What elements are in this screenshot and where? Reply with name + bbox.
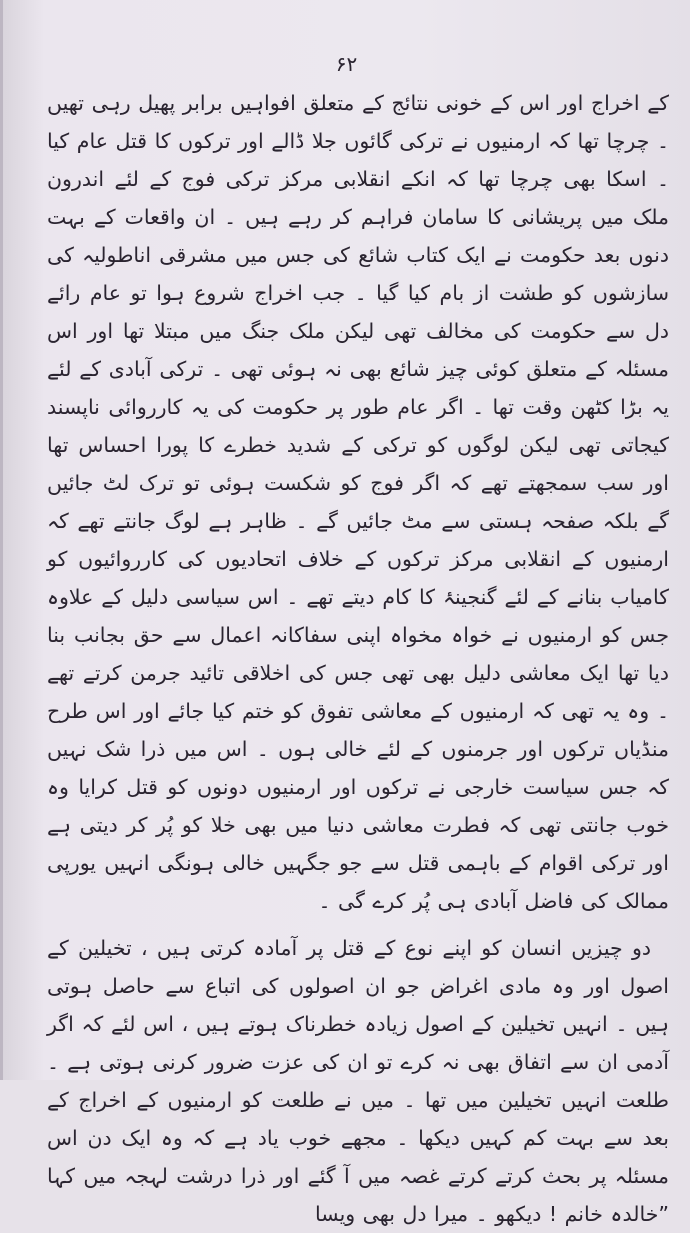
- paragraph: دو چیزیں انسان کو اپنے نوع کے قتل پر آمادہ کرتی ہیں ، تخیلین کے اصول اور وہ مادی اغراض جو ان اصولوں کی اتباع سے حاصل ہوتی ہیں ۔ انہیں تخیلین کے اصول زیادہ خطرناک ہوتے ہیں ، اس لئے کہ اگر آدمی ان سے اتفاق بھی نہ کرے تو ان کی عزت ضرور کرنی ہوتی ہے ۔ طلعت انہیں تخیلین میں تھا ۔ میں نے طلعت کو ارمنیوں کے اخراج کے بعد سے بہت کم کہیں دیکھا ۔ مجھے خوب یاد ہے کہ وہ ایک دن اس مسئلہ پر بحث کرتے کرتے غصہ میں آ گئے اور ذرا درشت لہجہ میں کہا ”خالدہ خانم ! دیکھو ۔ میرا دل بھی ویسا: [47, 936, 669, 1226]
- page-number: ۶۲: [335, 52, 358, 76]
- paragraph: کے اخراج اور اس کے خونی نتائج کے متعلق افواہیں برابر پھیل رہی تھیں ۔ چرچا تھا کہ ارمنیوں نے ترکی گائوں جلا ڈالے اور ترکوں کا قتل عام کیا ۔ اسکا بھی چرچا تھا کہ انکے انقلابی مرکز ترکی فوج کے لئے اندرون ملک میں پریشانی کا سامان فراہم کر رہے ہیں ۔ ان واقعات کے بہت دنوں بعد حکومت نے ایک کتاب شائع کی جس میں مشرقی اناطولیہ کی سازشوں کو طشت از بام کیا گیا ۔ جب اخراج شروع ہوا تو عام رائے دل سے حکومت کی مخالف تھی لیکن ملک جنگ میں مبتلا تھا اور اس مسئلہ کے متعلق کوئی چیز شائع بھی نہ ہوئی تھی ۔ ترکی آبادی کے لئے یہ بڑا کٹھن وقت تھا ۔ اگر عام طور پر حکومت کی یہ کارروائی ناپسند کیجاتی تھی لیکن لوگوں کو ترکی کے شدید خطرے کا پورا احساس تھا اور سب سمجھتے تھے کہ اگر فوج کو شکست ہوئی تو ترک لٹ جائیں گے بلکہ صفحہ ہستی سے مٹ جائیں گے ۔ ظاہر ہے لوگ جانتے تھے کہ ارمنیوں کے انقلابی مرکز ترکوں کے خلاف اتحادیوں کی کارروائیوں کو کامیاب بنانے کے لئے گنجینۂ کا کام دیتے تھے ۔ اس سیاسی دلیل کے علاوہ جس کو ارمنیوں نے خواہ مخواہ اپنی سفاکانہ اعمال سے حق بجانب بنا دیا تھا ایک معاشی دلیل بھی تھی جس کی اخلاقی تائید جرمن کرتے تھے ۔ وہ یہ تھی کہ ارمنیوں کے معاشی تفوق کو ختم کیا جائے اور اس طرح منڈیاں ترکوں اور جرمنوں کے لئے خالی ہوں ۔ اس میں ذرا شک نہیں کہ جس سیاست خارجی نے ترکوں اور ارمنیوں دونوں کو قتل کرایا وہ خوب جانتی تھی کہ فطرت معاشی دنیا میں بھی خلا کو پُر کر دیتی ہے اور ترکی اقوام کے باہمی قتل سے جو جگہیں خالی ہونگی انہیں یورپی ممالک کی فاضل آبادی ہی پُر کرے گی ۔: [47, 91, 669, 913]
- page-text: [47, 84, 669, 1233]
